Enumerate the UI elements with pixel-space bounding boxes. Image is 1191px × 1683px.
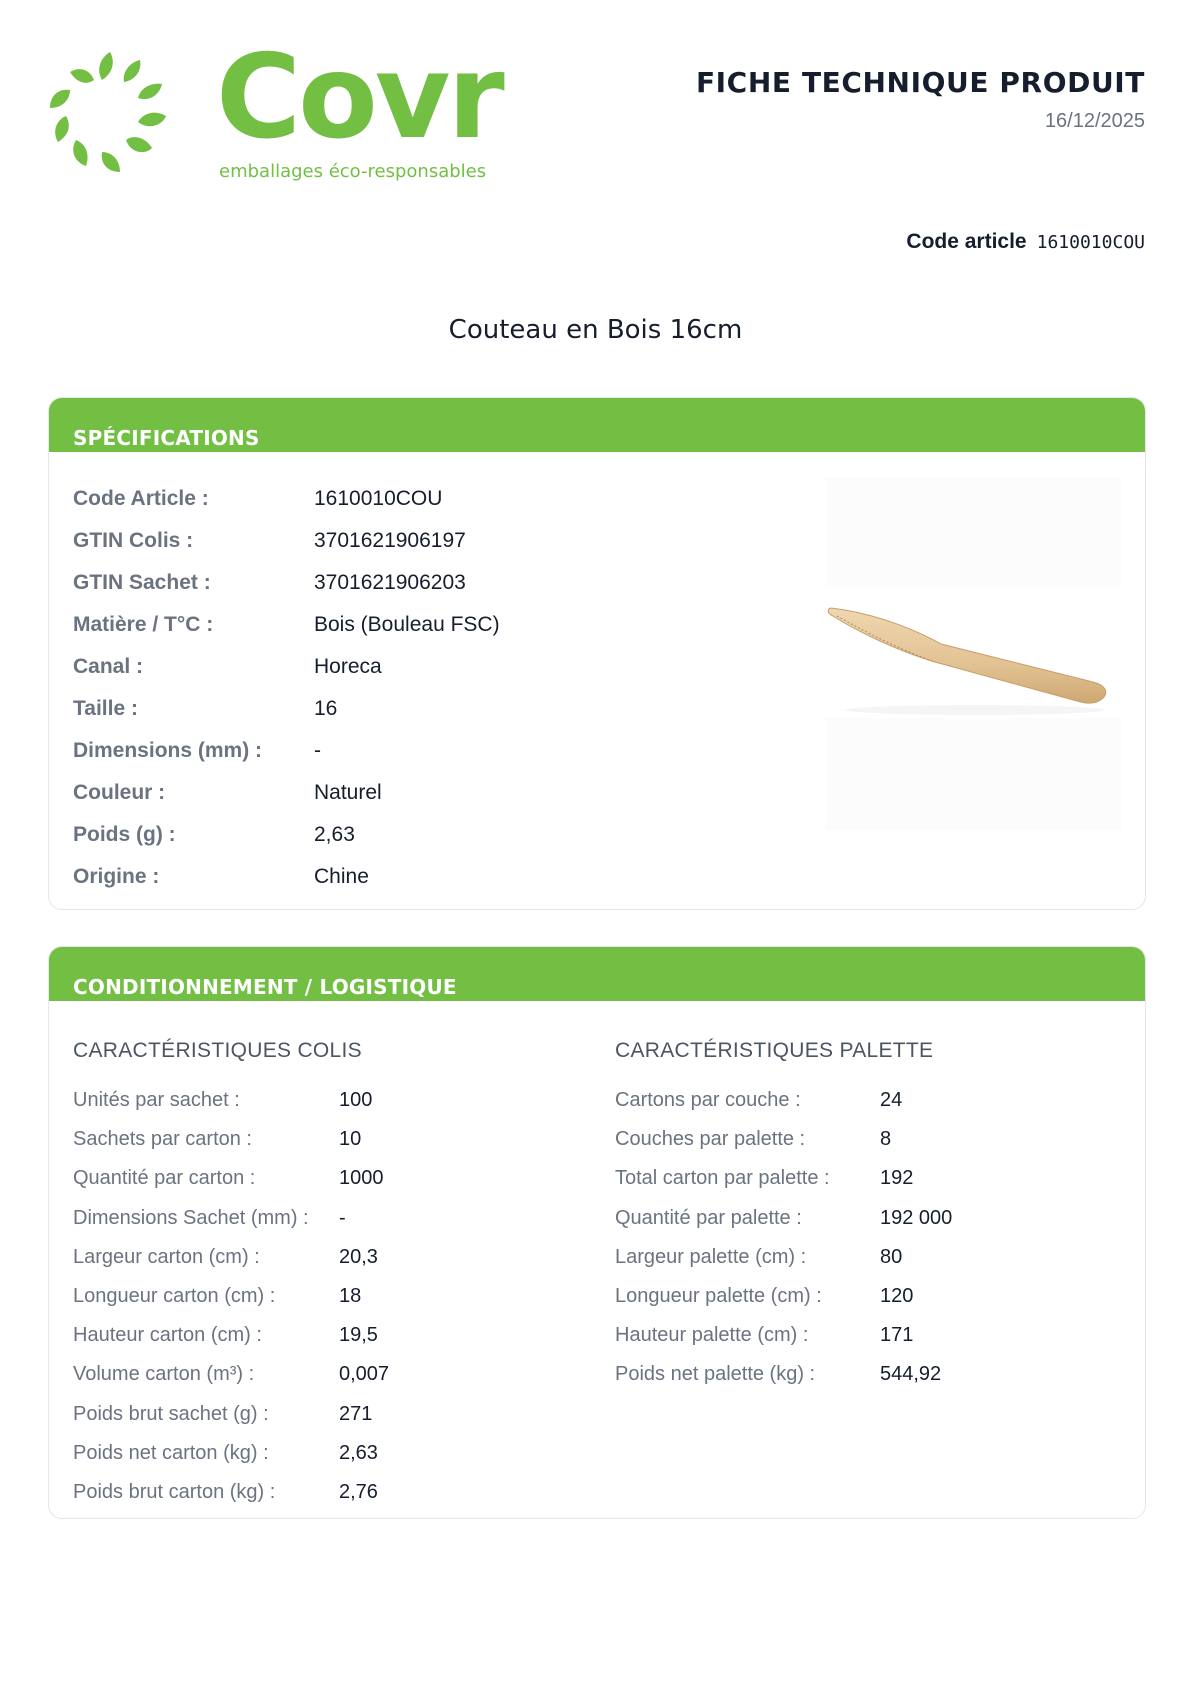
spec-row-value: 16 xyxy=(314,697,338,720)
specifications-list xyxy=(73,478,500,898)
spec-row-label: Canal : xyxy=(73,655,144,678)
colis-row-label: Poids brut sachet (g) : xyxy=(73,1402,269,1425)
palette-row-value: 80 xyxy=(880,1245,903,1268)
colis-row xyxy=(73,1473,389,1512)
spec-row-value: Naturel xyxy=(314,781,382,804)
colis-row-value: 10 xyxy=(339,1128,362,1151)
colis-row-value: 19,5 xyxy=(339,1324,378,1347)
logistics-card xyxy=(48,946,1146,1519)
spec-row xyxy=(73,772,500,814)
palette-row-label: Largeur palette (cm) : xyxy=(615,1245,807,1268)
colis-row xyxy=(73,1277,389,1316)
spec-row xyxy=(73,478,500,520)
colis-row xyxy=(73,1316,389,1355)
document-title: FICHE TECHNIQUE PRODUIT xyxy=(695,66,1145,99)
colis-column xyxy=(73,1039,389,1512)
spec-row-label: Couleur : xyxy=(73,781,166,804)
colis-row xyxy=(73,1395,389,1434)
colis-row-label: Poids brut carton (kg) : xyxy=(73,1480,276,1503)
colis-row-label: Quantité par carton : xyxy=(73,1167,256,1190)
spec-row xyxy=(73,688,500,730)
palette-row-value: 171 xyxy=(880,1324,914,1347)
document-date: 16/12/2025 xyxy=(1044,110,1145,132)
palette-row-value: 544,92 xyxy=(880,1363,942,1386)
colis-row-label: Unités par sachet : xyxy=(73,1089,240,1112)
palette-row-label: Quantité par palette : xyxy=(615,1206,802,1229)
palette-row xyxy=(615,1238,952,1277)
spec-row-label: Matière / T°C : xyxy=(73,613,214,636)
leaf-wreath-icon xyxy=(46,48,174,178)
colis-row xyxy=(73,1081,389,1120)
palette-row-value: 192 000 xyxy=(880,1206,953,1229)
spec-row-label: Code Article : xyxy=(73,487,209,510)
colis-row-value: - xyxy=(339,1206,346,1229)
palette-row-value: 192 xyxy=(880,1167,914,1190)
colis-row-label: Dimensions Sachet (mm) : xyxy=(73,1206,309,1229)
brand-logo xyxy=(46,30,516,194)
colis-row-value: 2,76 xyxy=(339,1480,378,1503)
spec-row-label: Taille : xyxy=(73,697,138,720)
palette-row xyxy=(615,1199,952,1238)
specifications-title: SPÉCIFICATIONS xyxy=(49,398,1145,452)
colis-list xyxy=(73,1081,389,1512)
colis-row-value: 0,007 xyxy=(339,1363,390,1386)
palette-row-value: 8 xyxy=(880,1128,892,1151)
palette-row-label: Couches par palette : xyxy=(615,1128,806,1151)
colis-row-value: 100 xyxy=(339,1089,373,1112)
palette-row xyxy=(615,1355,952,1394)
brand-tagline: emballages éco-responsables xyxy=(219,161,487,182)
spec-row-value: 3701621906203 xyxy=(314,571,466,594)
spec-row-label: GTIN Colis : xyxy=(73,529,194,552)
palette-row-label: Longueur palette (cm) : xyxy=(615,1285,822,1308)
palette-row-label: Poids net palette (kg) : xyxy=(615,1363,816,1386)
spec-row-value: 1610010COU xyxy=(314,487,443,510)
colis-row-value: 1000 xyxy=(339,1167,384,1190)
palette-column xyxy=(615,1039,952,1395)
colis-row-label: Poids net carton (kg) : xyxy=(73,1441,269,1464)
palette-row-value: 24 xyxy=(880,1089,903,1112)
colis-title: CARACTÉRISTIQUES COLIS xyxy=(73,1039,362,1062)
spec-row-label: Origine : xyxy=(73,865,160,888)
colis-row xyxy=(73,1159,389,1198)
spec-row-label: Dimensions (mm) : xyxy=(73,739,263,762)
spec-row-label: Poids (g) : xyxy=(73,823,176,846)
palette-row xyxy=(615,1277,952,1316)
colis-row xyxy=(73,1120,389,1159)
palette-list xyxy=(615,1081,952,1395)
spec-row xyxy=(73,604,500,646)
article-code-value: 1610010COU xyxy=(1036,232,1145,253)
brand-name: Covr xyxy=(216,30,502,165)
colis-row-label: Longueur carton (cm) : xyxy=(73,1285,276,1308)
logistics-title: CONDITIONNEMENT / LOGISTIQUE xyxy=(49,947,1145,1001)
spec-row-value: Horeca xyxy=(314,655,382,678)
product-name: Couteau en Bois 16cm xyxy=(448,315,743,345)
palette-row-label: Cartons par couche : xyxy=(615,1089,801,1112)
spec-row xyxy=(73,856,500,898)
spec-row-value: 2,63 xyxy=(314,823,355,846)
colis-row xyxy=(73,1199,389,1238)
palette-row-label: Hauteur palette (cm) : xyxy=(615,1324,809,1347)
spec-row-value: Chine xyxy=(314,865,369,888)
spec-row-value: Bois (Bouleau FSC) xyxy=(314,613,500,636)
palette-row xyxy=(615,1159,952,1198)
article-code-label: Code article xyxy=(906,230,1027,253)
spec-row xyxy=(73,520,500,562)
palette-row xyxy=(615,1120,952,1159)
spec-row xyxy=(73,730,500,772)
colis-row-value: 20,3 xyxy=(339,1245,378,1268)
wooden-knife-icon xyxy=(825,478,1121,830)
palette-row xyxy=(615,1081,952,1120)
spec-row-value: - xyxy=(314,739,321,762)
colis-row xyxy=(73,1355,389,1394)
colis-row xyxy=(73,1238,389,1277)
palette-title: CARACTÉRISTIQUES PALETTE xyxy=(615,1039,934,1062)
specifications-card xyxy=(48,397,1146,910)
article-code xyxy=(906,230,1145,254)
colis-row xyxy=(73,1434,389,1473)
colis-row-value: 271 xyxy=(339,1402,373,1425)
colis-row-label: Hauteur carton (cm) : xyxy=(73,1324,262,1347)
colis-row-value: 18 xyxy=(339,1285,362,1308)
palette-row-label: Total carton par palette : xyxy=(615,1167,830,1190)
spec-row xyxy=(73,814,500,856)
palette-row-value: 120 xyxy=(880,1285,914,1308)
colis-row-label: Volume carton (m³) : xyxy=(73,1363,255,1386)
colis-row-label: Largeur carton (cm) : xyxy=(73,1245,260,1268)
spec-row-value: 3701621906197 xyxy=(314,529,466,552)
palette-row xyxy=(615,1316,952,1355)
spec-row xyxy=(73,562,500,604)
spec-row-label: GTIN Sachet : xyxy=(73,571,211,594)
colis-row-value: 2,63 xyxy=(339,1441,378,1464)
colis-row-label: Sachets par carton : xyxy=(73,1128,252,1151)
spec-row xyxy=(73,646,500,688)
